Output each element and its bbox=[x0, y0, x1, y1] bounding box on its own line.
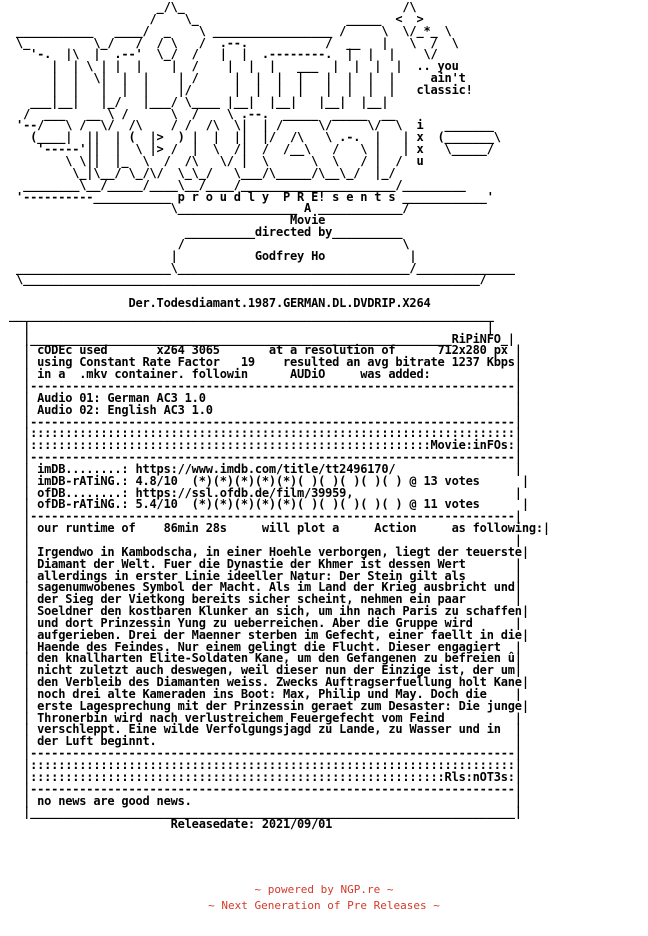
nfo-ascii-document: _/\_ /\ / \_ _____ < > ___________ ____/ _ \ _________________ / \ \/_*_ \ \_ \_/ / / \ / .--. / __ | \ / \ '-. |\ | .--' \_/ / | | .--------. | | | \/ | | \ | | | | / | | | ___ | | | | .. you | | \| | | | / | | | | | | | | ain't | | | | | |/ | | | | | | | | classic! ___|__| |_/ |___/ \____ |__| |__| |__| |__| / ___ __ \ / \ / \ .--. _____ _____ __ '--/ \ / \/ /\ / / /\ \| | / \/ \/ \ i _______ (____| || | ( |> ) | | || |/ /\ \ .-. | | x (_______\ '-----'|| | \ |> / | \ /| / /__\ / \ | | x \_____/ \ \|| |_ \ / /\ \/ | \ \ \ / | / u \_|\__/ \_/\/ \_\_/ \___/\_____/\__\_/ |_/ ________\__/_____/____\__/____/______________________/_________ '----------___________ p r o u d l y P R E! s e n t s ____________' \_________________ A ____________/ Movie __________directed by__________ / \ | Godfrey Ho | ______________________\_________________________________/______________ \_________________________________________________________________/ Der.Todesdiamant.1987.GERMAN.DL.DVDRIP.X264 _____________________________________________________________________ | | |____________________________________________________________RiPiNFO_| | cODEc used x264 3065 at a resolution of 712x280 px | | using Constant Rate Factor 19 resulted an avg bitrate 1237 Kbps| | in a .mkv container. followin AUDiO was added: | |---------------------------------------------------------------------| | Audio 01: German AC3 1.0 | | Audio 02: English AC3 1.0 | |---------------------------------------------------------------------| |:::::::::::::::::::::::::::::::::::::::::::::::::::::::::::::::::::::| |:::::::::::::::::::::::::::::::::::::::::::::::::::::::::Movie:inFOs:| |---------------------------------------------------------------------| | imDB........: https://www.imdb.com/title/tt2496170/ | | imDB-rATiNG.: 4.8/10 (*)(*)(*)(*)(*)( )( )( )( )( ) @ 13 votes | | ofDB........: https://ssl.ofdb.de/film/39959, | | ofDB-rATiNG.: 5.4/10 (*)(*)(*)(*)(*)( )( )( )( )( ) @ 11 votes | |---------------------------------------------------------------------| | our runtime of 86min 28s will plot a Action as following:| | | | Irgendwo in Kambodscha, in einer Hoehle verborgen, liegt der teuerste| | Diamant der Welt. Fuer die Dynastie der Khmer ist dessen Wert | | allerdings in erster Linie ideeller Natur: Der Stein gilt als | | sagenumwobenes Symbol der Macht. Als im Land der Krieg ausbricht und| | der Sieg der Vietkong bereits sicher scheint, nehmen ein paar | | Soeldner den kostbaren Klunker an sich, um ihn nach Paris zu schaffen| | und dort Prinzessin Yung zu ueberreichen. Aber die Gruppe wird | | aufgerieben. Drei der Maenner sterben im Gefecht, einer faellt in die| | Haende des Feindes. Nur einem gelingt die Flucht. Dieser engagiert | | den knallharten Elite-Soldaten Kane, um den Gefangenen zu befreien û| | nicht zuletzt auch deswegen, weil dieser nun der Einzige ist, der um| | den Verbleib des Diamanten weiss. Zwecks Auftragserfuellung holt Kane| | noch drei alte Kameraden ins Boot: Max, Philip und May. Doch die | | erste Lagesprechung mit der Prinzessin geraet zum Desaster: Die junge| | Thronerbin wird nach verlustreichem Feuergefecht vom Feind | | verschleppt. Eine wilde Verfolgungsjagd zu Lande, zu Wasser und in | | der Luft beginnt. | |---------------------------------------------------------------------| |:::::::::::::::::::::::::::::::::::::::::::::::::::::::::::::::::::::| |:::::::::::::::::::::::::::::::::::::::::::::::::::::::::::Rls:nOT3s:| |---------------------------------------------------------------------| | no news are good news. | |_____________________________________________________________________| Releasedate: 2021/09/01 bbox=[9, 0, 550, 832]
footer bbox=[0, 882, 648, 914]
footer-powered-by: ~ powered by NGP.re ~ bbox=[254, 883, 394, 896]
footer-tagline: ~ Next Generation of Pre Releases ~ bbox=[208, 899, 440, 912]
